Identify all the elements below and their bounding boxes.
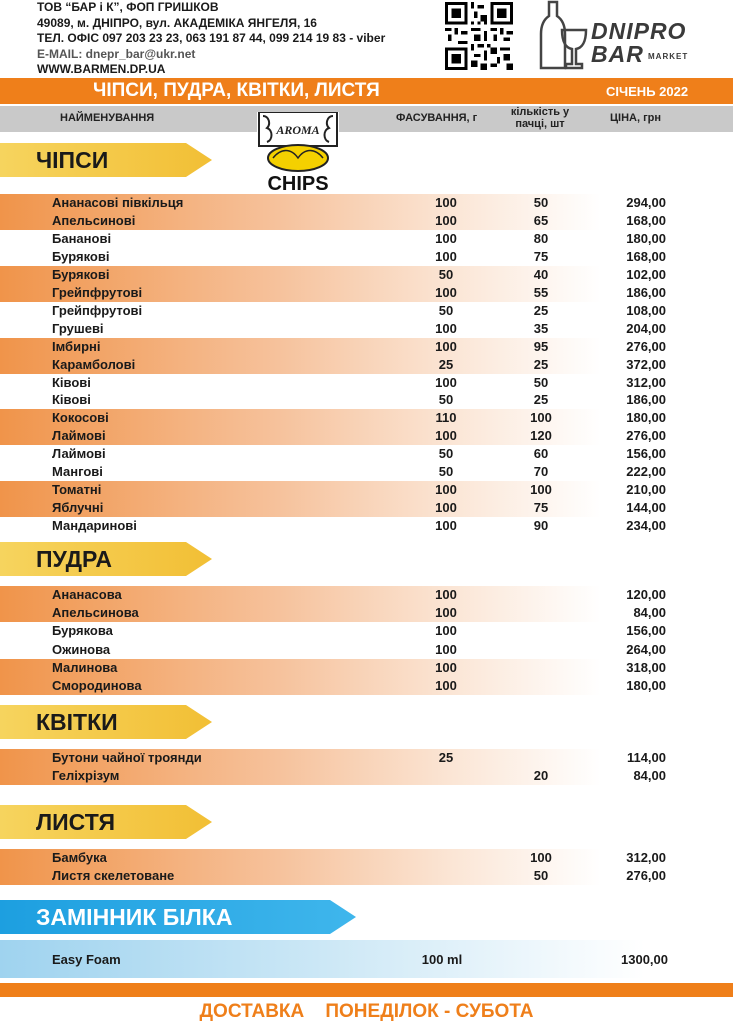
- product-qty: 95: [533, 338, 549, 354]
- product-price: 168,00: [626, 248, 666, 264]
- category-protein-label: ЗАМІННИК БІЛКА: [36, 904, 233, 930]
- product-row: [0, 659, 733, 677]
- product-qty: 35: [533, 320, 549, 336]
- product-name: Карамболові: [52, 356, 136, 372]
- product-qty: 50: [533, 374, 549, 390]
- product-price: 120,00: [626, 587, 666, 602]
- product-weight: 100: [435, 374, 457, 390]
- product-weight: 100: [435, 284, 457, 300]
- product-price: 276,00: [626, 338, 666, 354]
- aroma-chips-logo: [257, 112, 339, 194]
- product-weight: 100: [435, 230, 457, 246]
- page-title: ЧІПСИ, ПУДРА, КВІТКИ, ЛИСТЯ: [93, 80, 380, 101]
- product-weight: 100: [435, 678, 457, 693]
- product-qty: 70: [533, 464, 549, 480]
- product-qty: 60: [533, 446, 549, 462]
- category-powder: [0, 542, 212, 576]
- category-protein: [0, 900, 356, 934]
- product-row: [0, 749, 733, 767]
- product-weight: 100: [435, 195, 457, 210]
- product-qty: 55: [533, 284, 549, 300]
- product-row: [0, 427, 733, 445]
- product-weight: 100: [435, 641, 457, 657]
- product-row: [0, 320, 733, 338]
- price-date: СІЧЕНЬ 2022: [606, 84, 689, 99]
- product-weight: 100: [435, 482, 457, 498]
- product-qty: 65: [533, 212, 549, 228]
- product-price: 222,00: [626, 464, 666, 480]
- product-name: Листя скелетоване: [52, 868, 175, 883]
- product-qty: 75: [533, 248, 549, 264]
- product-row: [0, 338, 733, 356]
- product-weight: 50: [438, 464, 454, 480]
- product-price: 276,00: [626, 868, 666, 883]
- product-name: Ківові: [52, 392, 91, 408]
- product-price: 84,00: [633, 768, 666, 783]
- product-row: [0, 867, 733, 885]
- product-price: 108,00: [626, 302, 666, 318]
- col-name: НАЙМЕНУВАННЯ: [60, 112, 155, 124]
- product-name: Бурякові: [52, 266, 110, 282]
- product-name: Ананасові півкільця: [52, 195, 184, 210]
- category-chips: [0, 143, 212, 177]
- product-qty: 20: [533, 768, 549, 783]
- product-row: [0, 586, 733, 604]
- product-weight: 50: [438, 446, 454, 462]
- product-name: Лаймові: [52, 428, 106, 444]
- product-row: [0, 849, 733, 867]
- product-qty: 100: [530, 410, 552, 426]
- category-flowers-label: КВІТКИ: [36, 709, 118, 735]
- product-row: [0, 409, 733, 427]
- product-qty: 25: [533, 392, 549, 408]
- product-price: 264,00: [626, 641, 666, 657]
- company-email: E-MAIL: dnepr_bar@ukr.net: [37, 46, 196, 61]
- company-info: [37, 0, 385, 78]
- product-row: [0, 374, 733, 392]
- product-qty: 50: [533, 195, 549, 210]
- product-price: 156,00: [626, 446, 666, 462]
- product-row: [0, 266, 733, 284]
- product-weight: 110: [435, 410, 457, 426]
- product-price: 180,00: [626, 230, 666, 246]
- product-row: [0, 302, 733, 320]
- product-price: 144,00: [626, 500, 666, 516]
- col-weight: ФАСУВАННЯ, г: [396, 112, 478, 124]
- product-price: 186,00: [626, 392, 666, 408]
- dnipro-bar-logo: [535, 0, 695, 72]
- product-price: 372,00: [626, 356, 666, 372]
- product-qty: 90: [533, 518, 549, 534]
- product-row: [0, 940, 733, 978]
- product-name: Смородинова: [52, 678, 142, 693]
- product-name: Томатні: [52, 482, 102, 498]
- product-row: [0, 604, 733, 622]
- product-row: [0, 622, 733, 640]
- product-qty: 50: [533, 868, 549, 883]
- product-price: 1300,00: [621, 952, 668, 967]
- product-qty: 25: [533, 302, 549, 318]
- product-price: 156,00: [626, 623, 666, 639]
- product-weight: 100: [435, 248, 457, 264]
- product-row: [0, 463, 733, 481]
- footer-text: ДОСТАВКА ПОНЕДІЛОК - СУБОТА: [199, 1001, 534, 1022]
- product-weight: 100: [435, 605, 457, 621]
- product-row: [0, 284, 733, 302]
- product-name: Мандаринові: [52, 518, 137, 534]
- product-price: 234,00: [626, 518, 666, 534]
- product-price: 294,00: [626, 195, 666, 210]
- product-weight: 100: [435, 320, 457, 336]
- company-phone: ТЕЛ. ОФІС 097 203 23 23, 063 191 87 44, 099 214 19 83 - viber: [37, 31, 386, 45]
- product-weight: 100: [435, 587, 457, 602]
- product-weight: 25: [438, 750, 454, 765]
- product-weight: 100 ml: [421, 952, 463, 967]
- product-name: Лаймові: [52, 446, 106, 462]
- product-price: 102,00: [626, 266, 666, 282]
- col-qty: кількість у пачці, шт: [510, 106, 570, 130]
- product-name: Мангові: [52, 464, 103, 480]
- qr-code-icon: [443, 2, 515, 70]
- product-row: [0, 481, 733, 499]
- product-price: 84,00: [633, 605, 666, 621]
- product-weight: 100: [435, 338, 457, 354]
- product-price: 210,00: [626, 482, 666, 498]
- product-price: 312,00: [626, 850, 666, 865]
- product-row: [0, 391, 733, 409]
- category-powder-label: ПУДРА: [36, 546, 112, 572]
- category-leaves-label: ЛИСТЯ: [36, 809, 115, 835]
- product-row: [0, 641, 733, 659]
- product-weight: 100: [435, 659, 457, 675]
- product-row: [0, 248, 733, 266]
- column-headers: [0, 106, 733, 132]
- product-name: Бурякові: [52, 248, 110, 264]
- product-qty: 80: [533, 230, 549, 246]
- company-address: 49089, м. ДНІПРО, вул. АКАДЕМІКА ЯНГЕЛЯ, 16: [37, 15, 317, 30]
- product-row: [0, 356, 733, 374]
- product-row: [0, 517, 733, 535]
- product-weight: 100: [435, 623, 457, 639]
- product-qty: 120: [530, 428, 552, 444]
- product-name: Малинова: [52, 659, 118, 675]
- product-weight: 50: [438, 392, 454, 408]
- logo-line3: MARKET: [648, 52, 689, 61]
- product-name: Геліхрізум: [52, 768, 120, 783]
- product-weight: 100: [435, 500, 457, 516]
- footer-bar: [0, 983, 733, 997]
- product-name: Бананові: [52, 230, 112, 246]
- product-name: Апельсинова: [52, 605, 139, 621]
- chips-logo-text: CHIPS: [267, 173, 329, 194]
- product-price: 276,00: [626, 428, 666, 444]
- product-price: 180,00: [626, 410, 666, 426]
- product-name: Ананасова: [52, 587, 122, 602]
- product-weight: 100: [435, 212, 457, 228]
- company-site: WWW.BARMEN.DP.UA: [37, 62, 166, 76]
- product-name: Ківові: [52, 374, 91, 390]
- product-row: [0, 499, 733, 517]
- product-price: 114,00: [626, 750, 666, 765]
- category-chips-label: ЧІПСИ: [36, 147, 109, 173]
- product-name: Бамбука: [52, 850, 107, 865]
- product-row: [0, 767, 733, 785]
- product-weight: 100: [435, 518, 457, 534]
- product-row: [0, 194, 733, 212]
- category-flowers: [0, 705, 212, 739]
- title-bar: [0, 78, 733, 104]
- logo-line2: BAR: [591, 41, 644, 67]
- product-weight: 25: [438, 356, 454, 372]
- product-name: Грушеві: [52, 320, 104, 336]
- product-price: 312,00: [626, 374, 666, 390]
- product-price: 204,00: [626, 320, 666, 336]
- product-name: Ожинова: [52, 641, 111, 657]
- product-row: [0, 230, 733, 248]
- product-name: Easy Foam: [52, 952, 121, 967]
- col-price: ЦІНА, грн: [610, 112, 662, 124]
- product-qty: 100: [530, 482, 552, 498]
- product-weight: 100: [435, 428, 457, 444]
- product-row: [0, 212, 733, 230]
- category-leaves: [0, 805, 212, 839]
- product-name: Грейпфрутові: [52, 284, 143, 300]
- product-name: Імбирні: [52, 338, 101, 354]
- product-name: Апельсинові: [52, 212, 136, 228]
- product-name: Бурякова: [52, 623, 113, 639]
- chips-logo-brand: AROMA: [276, 123, 320, 137]
- product-row: [0, 677, 733, 695]
- product-price: 318,00: [626, 659, 666, 675]
- product-name: Грейпфрутові: [52, 302, 143, 318]
- product-weight: 50: [438, 302, 454, 318]
- product-weight: 50: [438, 266, 454, 282]
- product-price: 168,00: [626, 212, 666, 228]
- product-name: Яблучні: [52, 500, 104, 516]
- product-name: Бутони чайної троянди: [52, 750, 202, 765]
- product-qty: 100: [530, 850, 552, 865]
- logo-line1: DNIPRO: [591, 18, 687, 44]
- bottle-glass-icon: [535, 0, 591, 72]
- product-row: [0, 445, 733, 463]
- product-qty: 25: [533, 356, 549, 372]
- product-name: Кокосові: [52, 410, 109, 426]
- product-price: 186,00: [626, 284, 666, 300]
- product-price: 180,00: [626, 678, 666, 693]
- company-name: ТОВ “БАР і К”, ФОП ГРИШКОВ: [37, 0, 219, 14]
- product-qty: 40: [533, 266, 549, 282]
- product-qty: 75: [533, 500, 549, 516]
